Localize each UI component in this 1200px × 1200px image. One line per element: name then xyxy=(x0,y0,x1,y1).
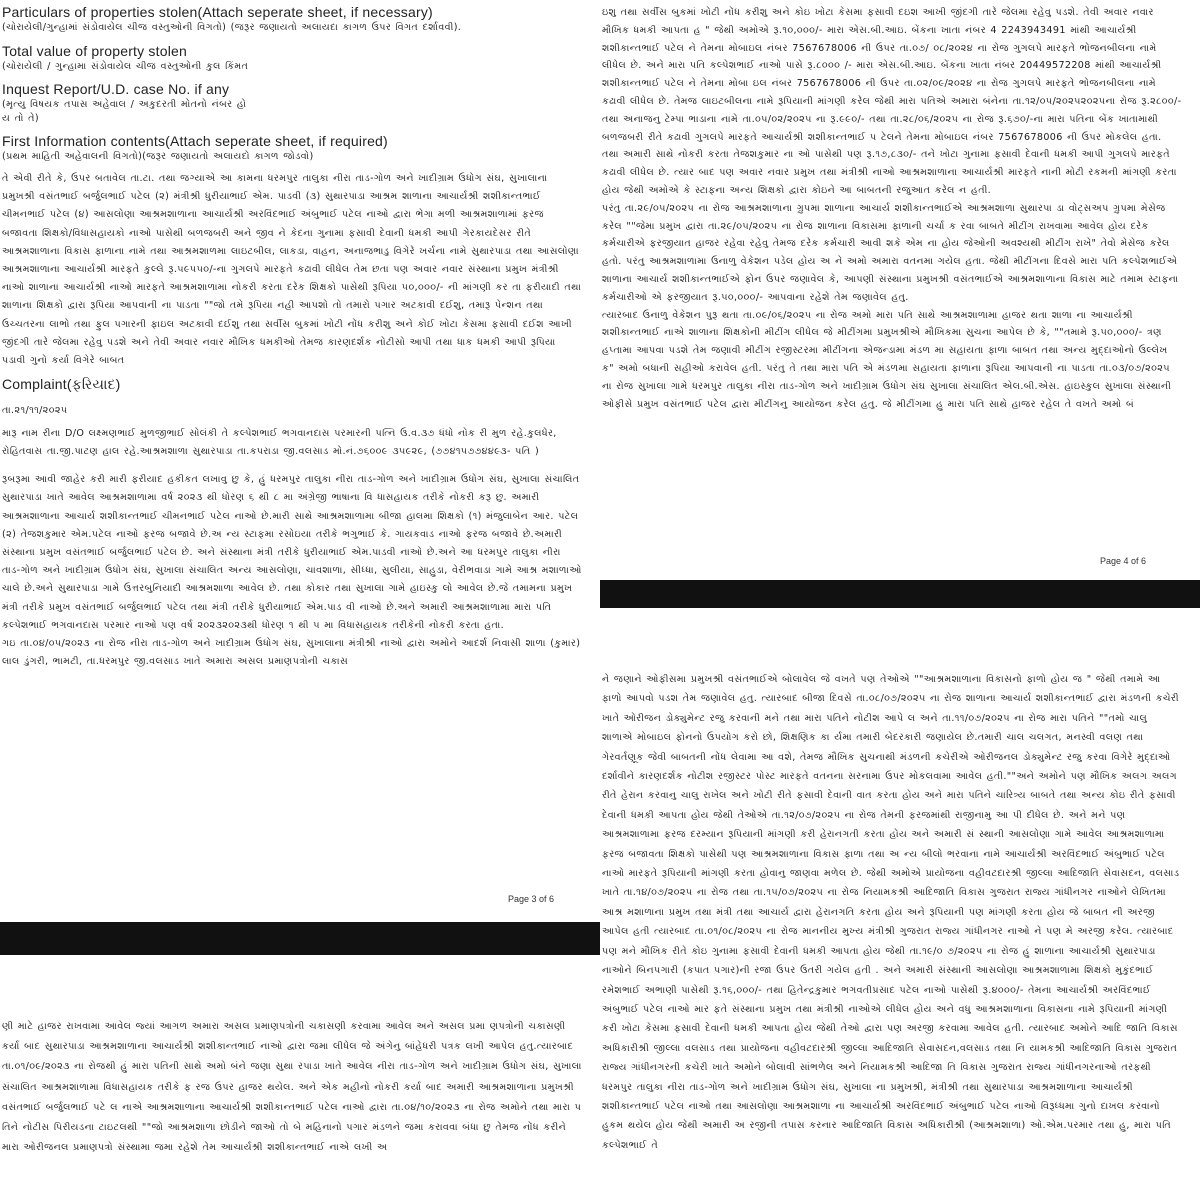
complaint-body-paragraph: રૂબરૂમા આવી જાહેર કરી મારી ફરીયાદ હકીકત લખાવુ છુ કે, હું ધરમપુર તાલુકા નીરા તાડ-ગોળ અને ખાદીગ્રામ ઉધોગ સંઘ, સુખાલા સંચાલિત સુથારપાડા ખાતે આવેલ આશ્રમશાળામા વર્ષ ૨૦૨૩ થી ધોરણ ૬ થી ૮ મા અંગ્રેજી ભાષાના વિ ધાસહાયક તરીકે નોકરી કરૂ છુ. અમારી આશ્રમશાળાના આચાર્ય શશીકાન્તભાઈ ચીમનભાઈ પટેલ નાઓ છે.મારી સાથે આશ્રમશાળામા બીજા હાલમા શિક્ષકો (૧) મંજુલાબેન આર. પટેલ (૨) તેજશકુમાર એમ.પટેલ નાઓ ફરજ બજાવે છે.અ ન્ય સ્ટાફમા રસોઇયા તરીકે ભગુભાઈ કે. ગાયકવાડ નાઓ ફરજ બજાવે છે.અમારી સંસ્થાના પ્રમુખ વસંતભાઈ બર્જુલભાઈ પટેલ છે. અને સંસ્થાના મંત્રી તરીકે ધુરીયાભાઈ એમ.પાડવી નાઓ છે.અને આ ધરમપુર તાલુકા નીરા તાડ-ગોળ અને ખાદીગ્રામ ઉધોગ સંઘ, સુખાલા સંચાલિત અન્ય આસલોણા, ચાવશાળા, સીધ્ધા, સુલીયા, સાહુડા, વેરીભવાડા ગામે આશ્ર મશાળાઓ ચાલે છે.અને સુથારપાડા ગામે ઉત્તરબુનિયાદી આશ્રમશાળા આવેલ છે. તથા કોકાર તથા સુખાલા ગામે હાઇસ્કુ લો આવેલ છે.જે તમામના પ્રમુખ મંત્રી તરીકે પ્રમુખ વસંતભાઈ બર્જુલભાઈ પટેલ તથા મંત્રી તરીકે ધુરીયાભાઈ એમ.પાડ વી નાઓ છે.અને અમારી આશ્રમશાળામા મારા પતિ કલ્પેશભાઈ ભગવાનદાસ પરમાર નાઓ પણ વર્ષ ૨૦૨૩૨૦૨૩થી ધોરણ ૧ થી ૫ મા વિધાસહાયક તરીકેની નોકરી કરતા હતા. xyxy=(2,474,582,631)
complaint-heading: Complaint(ફરિયાદ) xyxy=(2,376,121,393)
total-value-heading: Total value of property stolen xyxy=(2,42,187,59)
particulars-heading: Particulars of properties stolen(Attach seperate sheet, if necessary) xyxy=(2,4,433,20)
page4-body-paragraph-3: ત્યારબાદ ઉનાળુ વેકેશન પુરૂ થતા તા.૦૯/૦૬/૨૦૨૫ ના રોજ અમો મારા પતિ સાથે આશ્રમશાળામા હાજર થતા શાળા ના આચાર્યશ્રી શશીકાન્તભાઈ નાએ શાળાના શિક્ષકોની મીટીંગ લીધેલ જે મીટીંગમા પ્રમુખશ્રીએ મૌખિકમા સુચના આપેલ છે કે, ""તમામે રૂ.૫૦,૦૦૦/- ત્રણ હપ્તામા આપવા પડશે તેમ જણાવી મીટીંગ રજીસ્ટરમા મીટીંગના એજન્ડામા મંડળ મા સહાયતા ફાળા બાબત તથા અન્ય મુદ્દાઓનો ઉલ્લેખ ક" અમો બધાની સહીઓ કરાવેલ હતી. પરંતુ તે તથા મારા પતિ એ મંડળમા સહાયતા ફાળાના રૂપિયા આપવાની ના પાડતા તા.૦૩/૦૭/૨૦૨૫ ના રોજ સુખાલા ગામે ધરમપુર તાલુકા નીરા તાડ-ગોળ અને ખાદીગ્રામ ઉધોગ સંઘ સુખાલા સંચાલિત એલ.બી.એસ. હાઇસ્કુલ સુખાલા સંસ્થાની ઓફીસે પ્રમુખ વસંતભાઈ પટેલ દ્વારા મીટીંગનુ આયોજન કરેલ હતુ. જે મીટીંગમા હુ મારા પતિ સાથે હાજર રહેલ તે વખતે અમો બં xyxy=(602,309,1172,410)
page-number-footer: Page 4 of 6 xyxy=(1100,556,1147,566)
complaint-body-paragraph-2: ગઇ તા.૦૪/૦૫/૨૦૨૩ ના રોજ નીરા તાડ-ગોળ અને ખાદીગ્રામ ઉધોગ સંઘ, સુખાલાના મંત્રીશ્રી નાઓ દ્વારા અમોને આદર્શ નિવાસી શાળા (કુમાર) લાલ ડુંગરી, ભામટી, તા.ધરમપુર જી.વલસાડ ખાતે અમારા અસલ પ્રમાણપત્રોની ચકાસ xyxy=(2,638,581,668)
particulars-subheading: (ચોરાયેલી/ગુન્હામાં સંડોવાયેલ ચીજ વસ્તુઓની વિગતો) (જરૂર જણાયતો અલાયદા કાગળ ઉપર વિગત દર્શાવવી). xyxy=(2,22,462,33)
page-separator-bar xyxy=(0,922,600,955)
page-gutter xyxy=(590,0,600,1200)
fir-subheading: (પ્રથમ માહિતી અહેવાલની વિગતો)(જરૂર જણાયતો અલાયદો કાગળ જોડવો) xyxy=(2,151,314,163)
complaint-date: તા.૨૧/૧૧/૨૦૨૫ xyxy=(2,405,68,417)
page4-body-paragraph-1: ઇશુ તથા સર્વીસ બુકમાં ખોટી નોંધ કરીશુ અને કોઇ ખોટા કેસમા ફસાવી દઇશ આખી જીંદગી તારે જેલમા રહેવુ પડશે. તેવી અવાર નવાર મૌખિક ધમકી આપતા હ " જેથી અમોએ રૂ.૧૦,૦૦૦/- મારા એસ.બી.આઇ. બેંકના ખાતા નંબર 4 2243943491 માંથી આચાર્યશ્રી શશીકાન્તભાઈ પટેલ ને તેમના મોબાઇલ નંબર 7567678006 ની ઉપર તા.૦૭/ ૦૮/૨૦૨૪ ના રોજ ગુગલપે મારફતે ભોજનબીલના નામે લીધેલ છે. અને મારા પતિ કલ્પેશભાઈ નાઓ પાસે રૂ.૮૦૦૦ /- મારા એસ.બી.આઇ. બેંકના ખાતા નંબર 20449572208 માંથી આચાર્યશ્રી શશીકાન્તભાઈ પટેલ ને તેમના મોબા ઇલ નંબર 7567678006 ની ઉપર તા.૦૨/૦૯/૨૦૨૪ ના રોજ ગુગલપે મારફતે ભોજનબીલના નામે કઢાવી લીધેલ છે. તેમજ લાઇટબીલના નામે રૂપિયાની માંગણી કરેલ જેથી મારા પતિએ અમારા બંનેના તા.૧૨/૦૫/૨૦૨૫૨૦૨૫ના રોજ રૂ.૨૮૦૦/-તથા અનાજનુ ટેમ્પા ભાડાના નામે તા.૦૫/૦૨/૨૦૨૫ ના રૂ.૯૯૦/- તથા તા.૨૮/૦૬/૨૦૨૫ ના રોજ રૂ.૬૭૦/-ના મારા પતિના બેંક ખાતામાથી બળજબરી રીતે કઢાવી ગુગલપે મારફતે આચાર્યશ્રી શશીકાન્તભાઈ પ ટેલને તેમના મોબાઇલ નંબર 7567678006 ની ઉપર મોકલેલ હતા. તથા અમારી સાથે નોકરી કરતા તેજશકુમાર ના ઓ પાસેથી પણ રૂ.૧૭,૮૩૦/- તને ખોટા ગુનામા ફસાવી દેવાની ધમકી આપી ગુગલપે મારફતે કઢાવી લીધેલ છે. ત્યાર બાદ પણ અવાર નવાર પ્રમુખ તથા મંત્રીશ્રી નાઓ આશ્રમશાળાના આચાર્યશ્રી મારફતે નાની મોટી રકમની માંગણી કરતા હોય જેથી અમોએ કે સ્ટાફના અન્ય શિક્ષકો દ્વારા કોઇને આ બાબતની રજુઆત કરેલ ન હતી. xyxy=(602,7,1182,196)
document-page-5-left xyxy=(0,955,590,1200)
document-page-5-right xyxy=(600,660,1190,1200)
document-page-3 xyxy=(0,0,590,922)
document-page-4 xyxy=(600,0,1190,580)
fir-contents: તે એવી રીતે કે, ઉપર બતાવેલ તા.ટા. તથા જગ્યાએ આ કામના ધરમપુર તાલુકા નીરા તાડ-ગોળ અને ખાદીગ્રામ ઉધોગ સંઘ, સુખાલાના પ્રમુખશ્રી વસંતભાઈ બર્જુલભાઈ પટેલ (૨) મંત્રીશ્રી ધુરીયાભાઈ એમ. પાડવી (૩) સુથારપાડા આશ્રમ શાળાના આચાર્યશ્રી શશીકાન્તભાઈ ચીમનભાઈ પટેલ (૪) આસલોણા આશ્રમશાળાના આચાર્યશ્રી અરવિંદભાઈ અંબુભાઈ પટેલ નાઓ દ્વારા ભેગા મળી આશ્રમશાળામાં ફરજ બજાવતા શિક્ષકો/વિધાસહાયકો નાઓ પાસેથી બળજબરી અને જીવ ને કેદના ગુનામા ફસાવી દેવાની ધમકી આપી ગેરકાયદેસર રીતે આશ્રમશાળાના વિકાસ ફાળાના નામે તથા આશ્રમશાળમા લાઇટબીલ, લાકડા, વાહન, અનાજભાડુ વિગેરે ખર્ચના નામે સુથારપાડા તથા આસલોણા આશ્રમશાળાના આચાર્યશ્રી મારફતે કુલ્લે રૂ.૫૯૫૫૦/-ના ગુગલપે મારફતે કઢાવી લીધેલ તેમ છતા પણ અવાર નવાર સંસ્થાના પ્રમુખ મંત્રીશ્રી નાઓ શાળાના આચાર્યશ્રી નાઓ મારફતે આશ્રમશાળામા નોકરી કરતા દરેક શિક્ષકો પાસેથી રૂપિયા ૫૦,૦૦૦/- ની માંગણી કર તા ફરીયાદી તથા શાળાના શિક્ષકો દ્વારા રૂપિયા આપવાની ના પાડતા ""જો તમે રૂપિયા નહી આપશો તો તમારો પગાર અટકાવી દઈશુ, તમારૂ પેન્શન તથા ઉચ્ચતરના લાભો તથા ફુલ પગારની ફાઇલ અટકાવી દઈશુ તથા સર્વીસ બુકમાં ખોટી નોંધ કરીશુ અને કોઈ ખોટા કેસમા ફસાવી દઈશ આખી જીંદગી તારે જેલમા રહેવુ પડશે અને તેવી અવાર નવાર મૌખિક ધમકીઓ તેમજ કારણદર્શક નોટીસો આપી તથા ધાક ધમકી આપી રૂપિયા પડાવી ગુનો કર્યા વિગેરે બાબત xyxy=(2,172,582,366)
page-separator-bar xyxy=(600,580,1200,608)
page5-left-body: ણી માટે હાજર રાખવામા આવેલ જ્યાં આગળ અમારા અસલ પ્રમાણપત્રોની ચકાસણી કરવામા આવેલ અને અસલ પ્રમા ણપત્રોની ચકાસણી કર્યા બાદ સુથારપાડા આશ્રમશાળાના આચાર્યશ્રી શશીકાન્તભાઈ નાઓ દ્વારા જમા લીધેલ જે અંગેનુ બાંહેધરી પત્રક લખી આપેલ હતુ.ત્યારબાદ તા.૦૧/૦૯/૨૦૨૩ ના રોજથી હું મારા પતિની સાથે અમો બંને જણા સુથા રપાડા ખાતે આવેલ નીરા તાડ-ગોળ અને ખાદીગ્રામ ઉધોગ સંઘ, સુખાલા સંચાલિત આશ્રમશાળામા વિધાસહાયક તરીકે ફ રજ ઉપર હાજર થયેલ. અને એક મહીનો નોકરી કર્યા બાદ અમારી આશ્રમશાળાના પ્રમુખશ્રી વસંતભાઈ બર્જુલભાઈ પટે લ નાએ આશ્રમશાળાના આચાર્યશ્રી શશીકાન્તભાઈ પટેલ નાઓ દ્વારા તા.૦૪/૧૦/૨૦૨૩ ના રોજ અમોને તથા મારા પ તિને નોટીસ પિરીયડના ટાઇટલથી ""જો આશ્રમશાળા છોડીને જાઓ તો બે મહિનાનો પગાર મંડળને જમા કરાવવા બંધા છુ તેમજ નોંધ કરીને મારા ઓરીજનલ પ્રમાણપત્રો સંસ્થામા જમા રહેશે તેમ આચાર્યશ્રી શશીકાન્તભાઈ નાએ લખી અ xyxy=(2,1021,582,1154)
total-value-subheading: (ચોરાયેલી / ગુન્હામા સંડોવાયેલ ચીજ વસ્તુઓની કુલ કિંમત xyxy=(2,60,249,72)
page5-right-body: ને જણાને ઓફીસમા પ્રમુખશ્રી વસંતભાઈએ બોલાવેલ જે વખતે પણ તેઓએ ""આશ્રમશાળાના વિકાસનો ફાળો હોય જ " જેથી તમામે આ ફાળો આપવો પડશ તેમ જણાવેલ હતુ. ત્યારબાદ બીજા દિવસે તા.૦૮/૦૭/૨૦૨૫ ના રોજ શાળાના આચાર્ય શશીકાન્તભાઈ દ્વારા મંડળની કચેરી ખાતે ઓરીજન ડોક્યુમેન્ટ રજુ કરવાની મને તથા મારા પતિને નોટીશ આપે લ અને તા.૧૧/૦૭/૨૦૨૫ ના રોજ મારા પતિને ""તમો ચાલુ શાળાએ મોબાઇલ ફોનનો ઉપયોગ કરો છો, શિક્ષણિક કા ર્યમા તમારી બેદરકારી જણાયેલ છે.તમારી ચાલ ચલગત, મનસ્વી વલણ તથા ગેરવર્તણૂક જેવી બાબતની નોંધ લેવામા આ વશે, તેમજ મૌખિક સુચનાથી મંડળની કચેરીએ ઓરીજનલ ડોક્યુમેન્ટ રજુ કરવા વિગેરે મુદ્દાઓ દર્શાવીને કારણદર્શક નોટીશ રજીસ્ટર પોસ્ટ મારફતે વતનના સરનામા ઉપર મોકલવામા આવેલ હતી.""અને અમોને પણ મૌખિક અલગ અલગ રીતે હેરાન કરવાનુ ચાલુ રાખેલ અને ખોટી રીતે ફસાવી દેવાની વાત કરતા હોય અને મારા પતિને ચારિત્ર્ય બાબતે તથા અન્ય કોઇ રીતે ફસાવી દેવાની ધમકી આપતા હોય જેથી તેઓએ તા.૧૨/૦૭/૨૦૨૫ ના રોજ તેમની ફરજમાંથી રાજીનામુ આ પી દીધેલ છે. અને મને પણ આશ્રમશાળામા ફરજ દરમ્યાન રૂપિયાની માંગણી કરી હેરાનગતી કરતા હોય અને અમારી સં સ્થાની આસલોણા ગામે આવેલ આશ્રમશાળામા ફરજ બજાવતા શિક્ષકો પાસેથી પણ આશ્રમશાળાના વિકાસ ફાળા તથા અ ન્ય બીલો ભરવાના નામે આચાર્યશ્રી અરવિંદભાઈ અંબુભાઈ પટેલ નાઓ મારફતે રૂપિયાની માંગણી કરતા હોવાનુ જાણવા મળેલ છે. જેથી અમોએ પ્રાયોજના વહીવટદારશ્રી જીલ્લા આદિજાતિ સેવાસદન, વલસાડ ખાતે તા.૧૪/૦૭/૨૦૨૫ ના રોજ તથા તા.૧૫/૦૭/૨૦૨૫ ના રોજ નિયામકશ્રી આદિજાતિ વિકાસ ગુજરાત રાજ્ય ગાંધીનગર નાઓને લેખિતમા આશ્ર મશાળાના પ્રમુખ તથા મંત્રી તથા આચાર્ય દ્વારા હેરાનગતિ કરતા હોય અને રૂપિયાની પણ માંગણી કરતા હોય જે બાબત ની અરજી આપેલ હતી ત્યારબાદ તા.૦૧/૦૮/૨૦૨૫ ના રોજ માનનીય મુખ્ય મંત્રીશ્રી ગુજરાત રાજ્ય ગાંધીનગર નાઓ ને પણ મે અરજી કરેલ. ત્યારબાદ પણ મને મૌખિક રીતે કોઇ ગુનામા ફસાવી દેવાની ધમકી આપતા હોય જેથી તા.૧૯/૦ ૭/૨૦૨૫ ના રોજ હું શાળાના આચાર્યશ્રી સુથારપાડા નાઓને બિનપગારી (કપાત પગાર)ની રજા ઉપર ઉતરી ગયેલ હતી . અને અમારી સંસ્થાની આસલોણા આશ્રમશાળામા શિક્ષકો મુકુંદભાઈ રમેશભાઈ અભાણી પાસેથી રૂ.૧૬,૦૦૦/- તથા હિતેન્દ્રકુમાર ભગવતીપ્રસાદ પટેલ નાઓ પાસેથી રૂ.૪૦૦૦/- તેમના આચાર્યશ્રી અરવિંદભાઈ અંબુભાઈ પટેલ નાઓ માર ફતે સંસ્થાના પ્રમુખ તથા મંત્રીશ્રી નાઓએ લીધેલ હોય અને વધુ આશ્રમશાળાના વિકાસના નામે રૂપિયાની માંગણી કરી ખોટા કેસમા ફસાવી દેવાની ધમકી આપતા હોય જેથી તેઓ દ્વારા પણ અરજી કરવામા આવેલ હતી. ત્યારબાદ અમોને આદિ જાતિ વિકાસ અધિકારીશ્રી જીલ્લા વલસાડ તથા પ્રાયોજના વહીવટદારશ્રી જીલ્લા આદિજાતિ સેવાસદન,વલસાડ તથા નિ યામકશ્રી આદિજાતિ વિકાસ ગુજરાત રાજ્ય ગાંધીનગરની કચેરી ખાતે અમોને બોલાવી સાંભળેલ અને નિયામકશ્રી આદિજા તિ વિકાસ ગુજરાત રાજ્ય ગાંધીનગરનાઓ તરફથી ધરમપુર તાલુકા નીરા તાડ-ગોળ અને ખાદીગ્રામ ઉધોગ સંઘ, સુખાલા ના પ્રમુખશ્રી, મંત્રીશ્રી તથા સુથારપાડા આશ્રમશાળાના આચાર્યશ્રી શશીકાન્તભાઈ પટેલ નાઓ તથા આસલોણા આશ્રમશાળા ના આચાર્યશ્રી અરવિંદભાઈ અંબુભાઈ પટેલ નાઓ વિરૂધ્ધમા ગુનો દાખલ કરવાનો હુકમ થયેલ હોય જેથી અમારી અ રજીની તપાસ કરનાર આદિજાતિ વિકાસ અધિકારીશ્રી (આશ્રમશાળા) ઓ.એમ.પરમાર તથા હુ, મારા પતિ કલ્પેશભાઈ તે xyxy=(602,674,1180,1151)
inquest-heading: Inquest Report/U.D. case No. if any xyxy=(2,81,230,98)
fir-heading: First Information contents(Attach seperate sheet, if required) xyxy=(2,133,388,150)
page-number-footer: Page 3 of 6 xyxy=(508,894,555,904)
complainant-details: મારૂ નામ રીના D/O લક્ષ્મણભાઈ મુળજીભાઈ સોલંકી તે કલ્પેશભાઈ ભગવાનદાસ પરમારની પત્નિ ઉ.વ.૩૭ ધંધો નોક રી મુળ રહે.કુલધેર, રોહિતવાસ તા.જી.પાટણ હાલ રહે.આશ્રમશાળા સુથારપાડા તા.કપરાડા જી.વલસાડ મો.નં.૭૬૦૦૯ ૩૫૯૨૯, (૭૭૪૧૫૭૭૪૪૯૩- પતિ ) xyxy=(2,427,557,457)
page4-body-paragraph-2: પરંતુ તા.૨૯/૦૫/૨૦૨૫ ના રોજ આશ્રમશાળાના ગ્રુપમા શાળાના આચાર્ય શશીકાન્તભાઈએ આશ્રમશાળા સુથારપા ડા વોટ્સઅપ ગ્રુપમા મેસેજ કરેલ ""જેમા પ્રમુખ દ્વારા તા.૨૯/૦૫/૨૦૨૫ ના રોજ શાળાના વિકાસમા ફાળાની ચર્ચા ક રવા બાબતે મીટીંગ રાખવામા આવેલ હોય દરેક કર્મચારીએ ફરજીયાત હાજર રહેવા રહેવુ તેમજ દરેક કર્મચારી આવી શકે એમ ના હોય જેઓની અવશ્યથી મીટીંગ રાખે" તેવો મેસેજ કરેલ હતો. પરંતુ આશ્રમશાળામા ઉનાળુ વેકેશન પડેલ હોય અ ને અમો અમારા વતનમા ગયેલ હતા. જેથી મીટીંગના દિવસે મારા પતિ કલ્પેશભાઈએ શાળાના આચાર્ય શશીકાન્તભાઈએ ફોન ઉપર જણાવેલ કે, આપણી સંસ્થાના પ્રમુખશ્રી વસંતભાઈએ આશ્રમશાળાના વિકાસ માટે તમામ સ્ટાફના કર્મચારીઓ એ ફરજીયાત રૂ.૫૦,૦૦૦/- આપવાના રહેશે તેમ જણાવેલ હતુ. xyxy=(602,202,1179,303)
inquest-subheading: (મૃત્યુ વિષયક તપાસ અહેવાલ / અકુદરતી મોતનો નંબર હો ય તો તે) xyxy=(2,99,247,124)
